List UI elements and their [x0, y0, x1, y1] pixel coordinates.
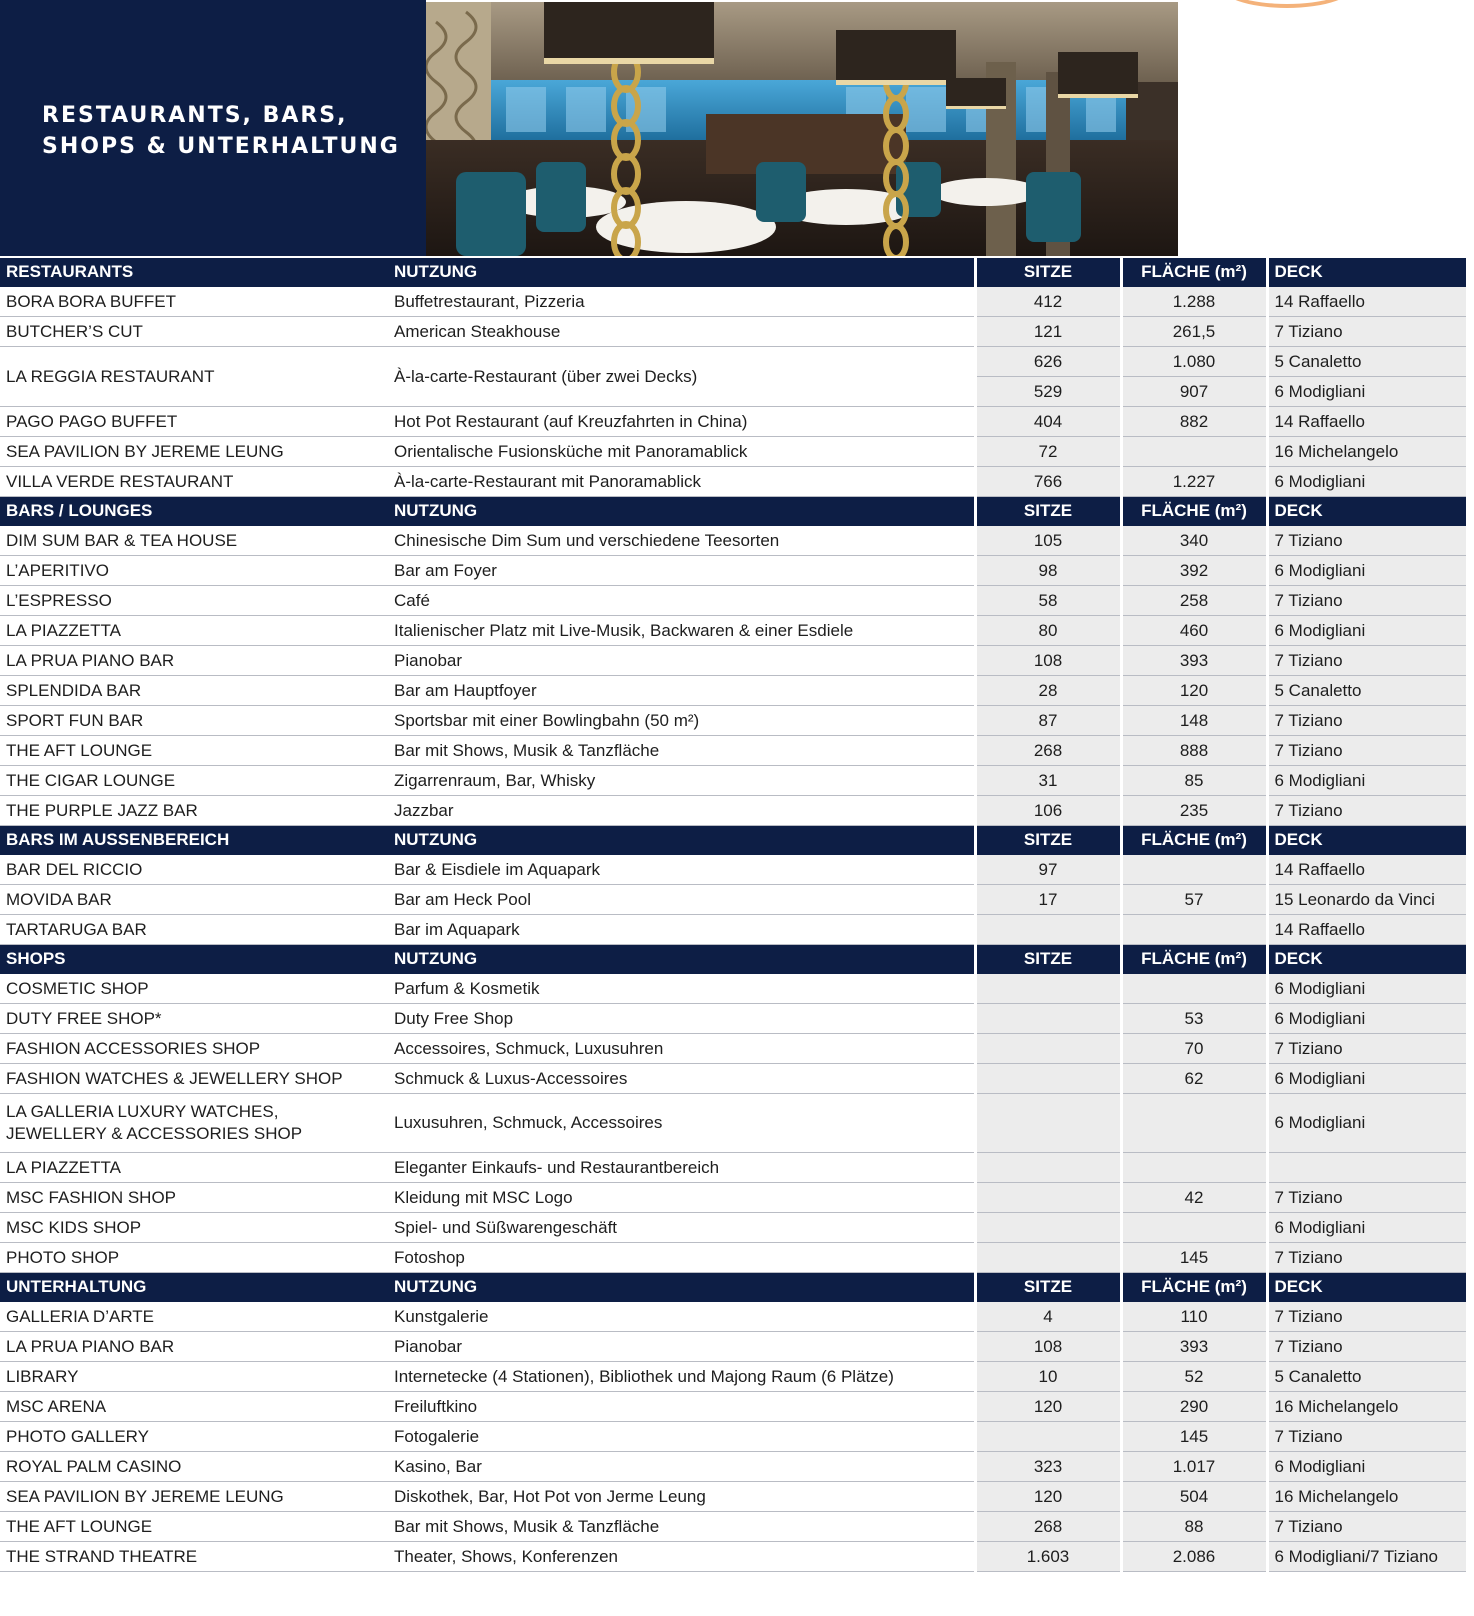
venue-seats: 72 — [975, 437, 1121, 467]
venue-use: Sportsbar mit einer Bowlingbahn (50 m²) — [388, 706, 975, 736]
table-row — [0, 646, 1466, 676]
venue-area: 145 — [1121, 1422, 1267, 1452]
venue-use: Luxusuhren, Schmuck, Accessoires — [388, 1094, 975, 1153]
venue-use: Theater, Shows, Konferenzen — [388, 1542, 975, 1572]
venue-use: Kunstgalerie — [388, 1302, 975, 1332]
venue-seats — [975, 1213, 1121, 1243]
venue-use: Fotoshop — [388, 1243, 975, 1273]
venue-seats: 80 — [975, 616, 1121, 646]
venue-use: À-la-carte-Restaurant mit Panoramablick — [388, 467, 975, 497]
venue-name: MSC FASHION SHOP — [0, 1183, 388, 1213]
venue-seats: 120 — [975, 1482, 1121, 1512]
venue-area — [1121, 437, 1267, 467]
venue-name: LA PIAZZETTA — [0, 1153, 388, 1183]
venue-deck: 6 Modigliani — [1267, 974, 1466, 1004]
column-header-deck: DECK — [1267, 258, 1466, 287]
venue-area: 258 — [1121, 586, 1267, 616]
venue-use: Accessoires, Schmuck, Luxusuhren — [388, 1034, 975, 1064]
venue-name: COSMETIC SHOP — [0, 974, 388, 1004]
table-row — [0, 1512, 1466, 1542]
venue-seats: 17 — [975, 885, 1121, 915]
venue-seats — [975, 1004, 1121, 1034]
venue-seats: 10 — [975, 1362, 1121, 1392]
venue-deck: 7 Tiziano — [1267, 586, 1466, 616]
venue-name: MOVIDA BAR — [0, 885, 388, 915]
column-header-use: NUTZUNG — [388, 1273, 975, 1302]
section-header-row — [0, 1273, 1466, 1302]
column-header-seats: SITZE — [975, 826, 1121, 855]
venue-deck: 6 Modigliani — [1267, 556, 1466, 586]
venue-area: 145 — [1121, 1243, 1267, 1273]
column-header-use: NUTZUNG — [388, 497, 975, 526]
venue-deck: 15 Leonardo da Vinci — [1267, 885, 1466, 915]
venue-seats: 4 — [975, 1302, 1121, 1332]
venue-use: Zigarrenraum, Bar, Whisky — [388, 766, 975, 796]
venue-name: LIBRARY — [0, 1362, 388, 1392]
section-header-row — [0, 258, 1466, 287]
column-header-area: FLÄCHE (m²) — [1121, 258, 1267, 287]
column-header-use: NUTZUNG — [388, 826, 975, 855]
venue-area: 393 — [1121, 646, 1267, 676]
venue-deck: 5 Canaletto — [1267, 676, 1466, 706]
venue-use: Kasino, Bar — [388, 1452, 975, 1482]
venue-area: 57 — [1121, 885, 1267, 915]
venue-deck: 7 Tiziano — [1267, 646, 1466, 676]
venue-deck: 6 Modigliani — [1267, 1213, 1466, 1243]
venue-seats — [975, 1422, 1121, 1452]
venue-area: 120 — [1121, 676, 1267, 706]
column-header-seats: SITZE — [975, 497, 1121, 526]
venue-area — [1121, 1094, 1267, 1153]
venue-seats: 404 — [975, 407, 1121, 437]
venue-deck: 14 Raffaello — [1267, 407, 1466, 437]
table-row — [0, 915, 1466, 945]
venue-name: THE AFT LOUNGE — [0, 1512, 388, 1542]
page-title-line-2: SHOPS & UNTERHALTUNG — [42, 134, 400, 159]
table-row — [0, 407, 1466, 437]
venue-deck: 16 Michelangelo — [1267, 1392, 1466, 1422]
page-title-line-1: RESTAURANTS, BARS, — [42, 103, 348, 128]
venue-name: LA PRUA PIANO BAR — [0, 646, 388, 676]
section-header-row — [0, 497, 1466, 526]
table-row — [0, 1332, 1466, 1362]
venue-use: Fotogalerie — [388, 1422, 975, 1452]
venue-name: THE AFT LOUNGE — [0, 736, 388, 766]
venue-use: Diskothek, Bar, Hot Pot von Jerme Leung — [388, 1482, 975, 1512]
venue-name: PHOTO SHOP — [0, 1243, 388, 1273]
venue-deck: 6 Modigliani — [1267, 1452, 1466, 1482]
column-header-deck: DECK — [1267, 826, 1466, 855]
venue-area: 907 — [1121, 377, 1267, 407]
venue-area: 70 — [1121, 1034, 1267, 1064]
table-row — [0, 1034, 1466, 1064]
venue-name: SEA PAVILION BY JEREME LEUNG — [0, 1482, 388, 1512]
venue-area: 2.086 — [1121, 1542, 1267, 1572]
venue-deck: 16 Michelangelo — [1267, 1482, 1466, 1512]
table-row — [0, 885, 1466, 915]
venue-area: 460 — [1121, 616, 1267, 646]
venue-area — [1121, 1153, 1267, 1183]
venue-seats: 766 — [975, 467, 1121, 497]
table-row — [0, 1094, 1466, 1153]
table-row — [0, 1153, 1466, 1183]
venue-use: Duty Free Shop — [388, 1004, 975, 1034]
column-header-use: NUTZUNG — [388, 945, 975, 974]
venue-use: Bar im Aquapark — [388, 915, 975, 945]
venue-deck: 14 Raffaello — [1267, 287, 1466, 317]
venue-use: Bar & Eisdiele im Aquapark — [388, 855, 975, 885]
venue-area: 85 — [1121, 766, 1267, 796]
table-row — [0, 347, 1466, 377]
venue-use: Bar am Foyer — [388, 556, 975, 586]
venue-area: 235 — [1121, 796, 1267, 826]
venue-area: 882 — [1121, 407, 1267, 437]
venue-seats: 58 — [975, 586, 1121, 616]
venue-area: 392 — [1121, 556, 1267, 586]
table-row — [0, 855, 1466, 885]
venue-name: L’APERITIVO — [0, 556, 388, 586]
table-row — [0, 736, 1466, 766]
venue-name: LA PRUA PIANO BAR — [0, 1332, 388, 1362]
venue-area: 53 — [1121, 1004, 1267, 1034]
venue-deck: 7 Tiziano — [1267, 736, 1466, 766]
venue-deck: 5 Canaletto — [1267, 1362, 1466, 1392]
venue-name: GALLERIA D’ARTE — [0, 1302, 388, 1332]
venue-deck: 7 Tiziano — [1267, 317, 1466, 347]
section-header-row — [0, 945, 1466, 974]
venue-deck: 16 Michelangelo — [1267, 437, 1466, 467]
venue-seats: 529 — [975, 377, 1121, 407]
table-row — [0, 1004, 1466, 1034]
venue-area: 261,5 — [1121, 317, 1267, 347]
venue-name: BUTCHER’S CUT — [0, 317, 388, 347]
venue-seats — [975, 1094, 1121, 1153]
venue-seats: 121 — [975, 317, 1121, 347]
venue-name: LA PIAZZETTA — [0, 616, 388, 646]
venue-deck: 6 Modigliani — [1267, 1004, 1466, 1034]
venue-area: 88 — [1121, 1512, 1267, 1542]
title-block — [0, 0, 426, 256]
venue-area: 1.227 — [1121, 467, 1267, 497]
venue-use: Buffetrestaurant, Pizzeria — [388, 287, 975, 317]
section-title: RESTAURANTS — [0, 258, 388, 287]
venue-deck: 6 Modigliani — [1267, 467, 1466, 497]
venue-name: TARTARUGA BAR — [0, 915, 388, 945]
restaurant-interior-photo — [426, 2, 1178, 256]
venue-seats: 105 — [975, 526, 1121, 556]
venue-name: THE PURPLE JAZZ BAR — [0, 796, 388, 826]
table-row — [0, 974, 1466, 1004]
venue-name: MSC ARENA — [0, 1392, 388, 1422]
venue-deck: 7 Tiziano — [1267, 1183, 1466, 1213]
venue-seats: 1.603 — [975, 1542, 1121, 1572]
table-row — [0, 467, 1466, 497]
venue-area — [1121, 1213, 1267, 1243]
venue-seats: 412 — [975, 287, 1121, 317]
table-row — [0, 706, 1466, 736]
table-row — [0, 586, 1466, 616]
venue-deck: 6 Modigliani — [1267, 766, 1466, 796]
venue-name: PHOTO GALLERY — [0, 1422, 388, 1452]
table-row — [0, 1422, 1466, 1452]
venue-area: 1.017 — [1121, 1452, 1267, 1482]
venue-name: LA REGGIA RESTAURANT — [0, 347, 388, 407]
table-row — [0, 1452, 1466, 1482]
venue-area: 340 — [1121, 526, 1267, 556]
column-header-use: NUTZUNG — [388, 258, 975, 287]
venue-area: 42 — [1121, 1183, 1267, 1213]
venue-name-line-1: LA GALLERIA LUXURY WATCHES, — [6, 1102, 279, 1121]
column-header-seats: SITZE — [975, 258, 1121, 287]
venue-name: ROYAL PALM CASINO — [0, 1452, 388, 1482]
venue-name: FASHION WATCHES & JEWELLERY SHOP — [0, 1064, 388, 1094]
venue-seats: 87 — [975, 706, 1121, 736]
section-title: SHOPS — [0, 945, 388, 974]
column-header-area: FLÄCHE (m²) — [1121, 1273, 1267, 1302]
venue-deck: 14 Raffaello — [1267, 915, 1466, 945]
venue-use: Kleidung mit MSC Logo — [388, 1183, 975, 1213]
table-row — [0, 1392, 1466, 1422]
venue-seats — [975, 974, 1121, 1004]
venue-name: DUTY FREE SHOP* — [0, 1004, 388, 1034]
venue-seats: 268 — [975, 736, 1121, 766]
venue-name: THE CIGAR LOUNGE — [0, 766, 388, 796]
venue-deck: 14 Raffaello — [1267, 855, 1466, 885]
venue-name: L’ESPRESSO — [0, 586, 388, 616]
table-row — [0, 1243, 1466, 1273]
venue-deck — [1267, 1153, 1466, 1183]
venue-use: Italienischer Platz mit Live-Musik, Backwaren & einer Esdiele — [388, 616, 975, 646]
venue-deck: 5 Canaletto — [1267, 347, 1466, 377]
venue-seats: 120 — [975, 1392, 1121, 1422]
venue-deck: 7 Tiziano — [1267, 1302, 1466, 1332]
venue-seats: 108 — [975, 1332, 1121, 1362]
table-row — [0, 676, 1466, 706]
venue-deck: 6 Modigliani — [1267, 1064, 1466, 1094]
venue-area — [1121, 855, 1267, 885]
venue-seats — [975, 915, 1121, 945]
venue-name-line-2: JEWELLERY & ACCESSORIES SHOP — [6, 1124, 303, 1143]
column-header-area: FLÄCHE (m²) — [1121, 945, 1267, 974]
column-header-area: FLÄCHE (m²) — [1121, 826, 1267, 855]
header-banner — [0, 0, 1178, 256]
venue-name: MSC KIDS SHOP — [0, 1213, 388, 1243]
table-row — [0, 317, 1466, 347]
venue-deck: 7 Tiziano — [1267, 1243, 1466, 1273]
table-row — [0, 1064, 1466, 1094]
venue-deck: 6 Modigliani — [1267, 377, 1466, 407]
venue-area: 290 — [1121, 1392, 1267, 1422]
venue-deck: 6 Modigliani — [1267, 1094, 1466, 1153]
venue-name: SPORT FUN BAR — [0, 706, 388, 736]
venue-area: 1.080 — [1121, 347, 1267, 377]
venue-deck: 7 Tiziano — [1267, 1512, 1466, 1542]
venue-use: Café — [388, 586, 975, 616]
venue-deck: 7 Tiziano — [1267, 796, 1466, 826]
venue-seats — [975, 1183, 1121, 1213]
venue-use: Jazzbar — [388, 796, 975, 826]
table-row — [0, 766, 1466, 796]
venue-area: 393 — [1121, 1332, 1267, 1362]
venue-seats: 268 — [975, 1512, 1121, 1542]
venue-name — [0, 1094, 388, 1153]
venue-seats — [975, 1034, 1121, 1064]
venue-seats — [975, 1243, 1121, 1273]
section-header-row — [0, 826, 1466, 855]
venue-table — [0, 258, 1466, 1572]
venue-area: 888 — [1121, 736, 1267, 766]
venue-seats — [975, 1064, 1121, 1094]
venue-use: Hot Pot Restaurant (auf Kreuzfahrten in China) — [388, 407, 975, 437]
venue-name: PAGO PAGO BUFFET — [0, 407, 388, 437]
venue-area: 62 — [1121, 1064, 1267, 1094]
table-row — [0, 796, 1466, 826]
venue-seats: 108 — [975, 646, 1121, 676]
venue-name: BORA BORA BUFFET — [0, 287, 388, 317]
column-header-seats: SITZE — [975, 945, 1121, 974]
venue-use: Pianobar — [388, 646, 975, 676]
table-row — [0, 556, 1466, 586]
venue-deck: 6 Modigliani — [1267, 616, 1466, 646]
section-title: BARS IM AUSSENBEREICH — [0, 826, 388, 855]
venue-name: THE STRAND THEATRE — [0, 1542, 388, 1572]
venue-deck: 6 Modigliani/7 Tiziano — [1267, 1542, 1466, 1572]
table-row — [0, 1362, 1466, 1392]
venue-area: 110 — [1121, 1302, 1267, 1332]
table-row — [0, 1542, 1466, 1572]
venue-deck: 7 Tiziano — [1267, 1332, 1466, 1362]
section-title: BARS / LOUNGES — [0, 497, 388, 526]
venue-area: 148 — [1121, 706, 1267, 736]
venue-deck: 7 Tiziano — [1267, 1422, 1466, 1452]
venue-seats — [975, 1153, 1121, 1183]
table-row — [0, 287, 1466, 317]
venue-seats: 31 — [975, 766, 1121, 796]
venue-use: Bar am Heck Pool — [388, 885, 975, 915]
venue-use: Schmuck & Luxus-Accessoires — [388, 1064, 975, 1094]
column-header-deck: DECK — [1267, 945, 1466, 974]
venue-name: SPLENDIDA BAR — [0, 676, 388, 706]
venue-name: VILLA VERDE RESTAURANT — [0, 467, 388, 497]
venue-use: Spiel- und Süßwarengeschäft — [388, 1213, 975, 1243]
table-row — [0, 1302, 1466, 1332]
venue-deck: 7 Tiziano — [1267, 526, 1466, 556]
venue-name: SEA PAVILION BY JEREME LEUNG — [0, 437, 388, 467]
venue-seats: 28 — [975, 676, 1121, 706]
venue-seats: 106 — [975, 796, 1121, 826]
venue-use: Parfum & Kosmetik — [388, 974, 975, 1004]
column-header-deck: DECK — [1267, 1273, 1466, 1302]
venue-use: Bar mit Shows, Musik & Tanzfläche — [388, 736, 975, 766]
decorative-arc — [1218, 0, 1356, 8]
venue-use: Bar am Hauptfoyer — [388, 676, 975, 706]
venue-deck: 7 Tiziano — [1267, 706, 1466, 736]
venue-use: Internetecke (4 Stationen), Bibliothek und Majong Raum (6 Plätze) — [388, 1362, 975, 1392]
column-header-deck: DECK — [1267, 497, 1466, 526]
venue-use: Pianobar — [388, 1332, 975, 1362]
section-title: UNTERHALTUNG — [0, 1273, 388, 1302]
venue-use: Freiluftkino — [388, 1392, 975, 1422]
venue-seats: 98 — [975, 556, 1121, 586]
venue-seats: 97 — [975, 855, 1121, 885]
venue-name: DIM SUM BAR & TEA HOUSE — [0, 526, 388, 556]
venue-seats: 323 — [975, 1452, 1121, 1482]
column-header-area: FLÄCHE (m²) — [1121, 497, 1267, 526]
venue-name: FASHION ACCESSORIES SHOP — [0, 1034, 388, 1064]
table-row — [0, 616, 1466, 646]
venue-seats: 626 — [975, 347, 1121, 377]
venue-area — [1121, 915, 1267, 945]
venue-use: Eleganter Einkaufs- und Restaurantbereich — [388, 1153, 975, 1183]
table-row — [0, 1183, 1466, 1213]
table-row — [0, 1213, 1466, 1243]
venue-use: Chinesische Dim Sum und verschiedene Teesorten — [388, 526, 975, 556]
venue-use: American Steakhouse — [388, 317, 975, 347]
venue-use: Bar mit Shows, Musik & Tanzfläche — [388, 1512, 975, 1542]
venue-name: BAR DEL RICCIO — [0, 855, 388, 885]
venue-area: 1.288 — [1121, 287, 1267, 317]
column-header-seats: SITZE — [975, 1273, 1121, 1302]
venue-area: 504 — [1121, 1482, 1267, 1512]
venue-use: Orientalische Fusionsküche mit Panoramablick — [388, 437, 975, 467]
venue-area: 52 — [1121, 1362, 1267, 1392]
venue-area — [1121, 974, 1267, 1004]
venue-deck: 7 Tiziano — [1267, 1034, 1466, 1064]
table-row — [0, 437, 1466, 467]
table-row — [0, 1482, 1466, 1512]
table-row — [0, 526, 1466, 556]
venue-use: À-la-carte-Restaurant (über zwei Decks) — [388, 347, 975, 407]
